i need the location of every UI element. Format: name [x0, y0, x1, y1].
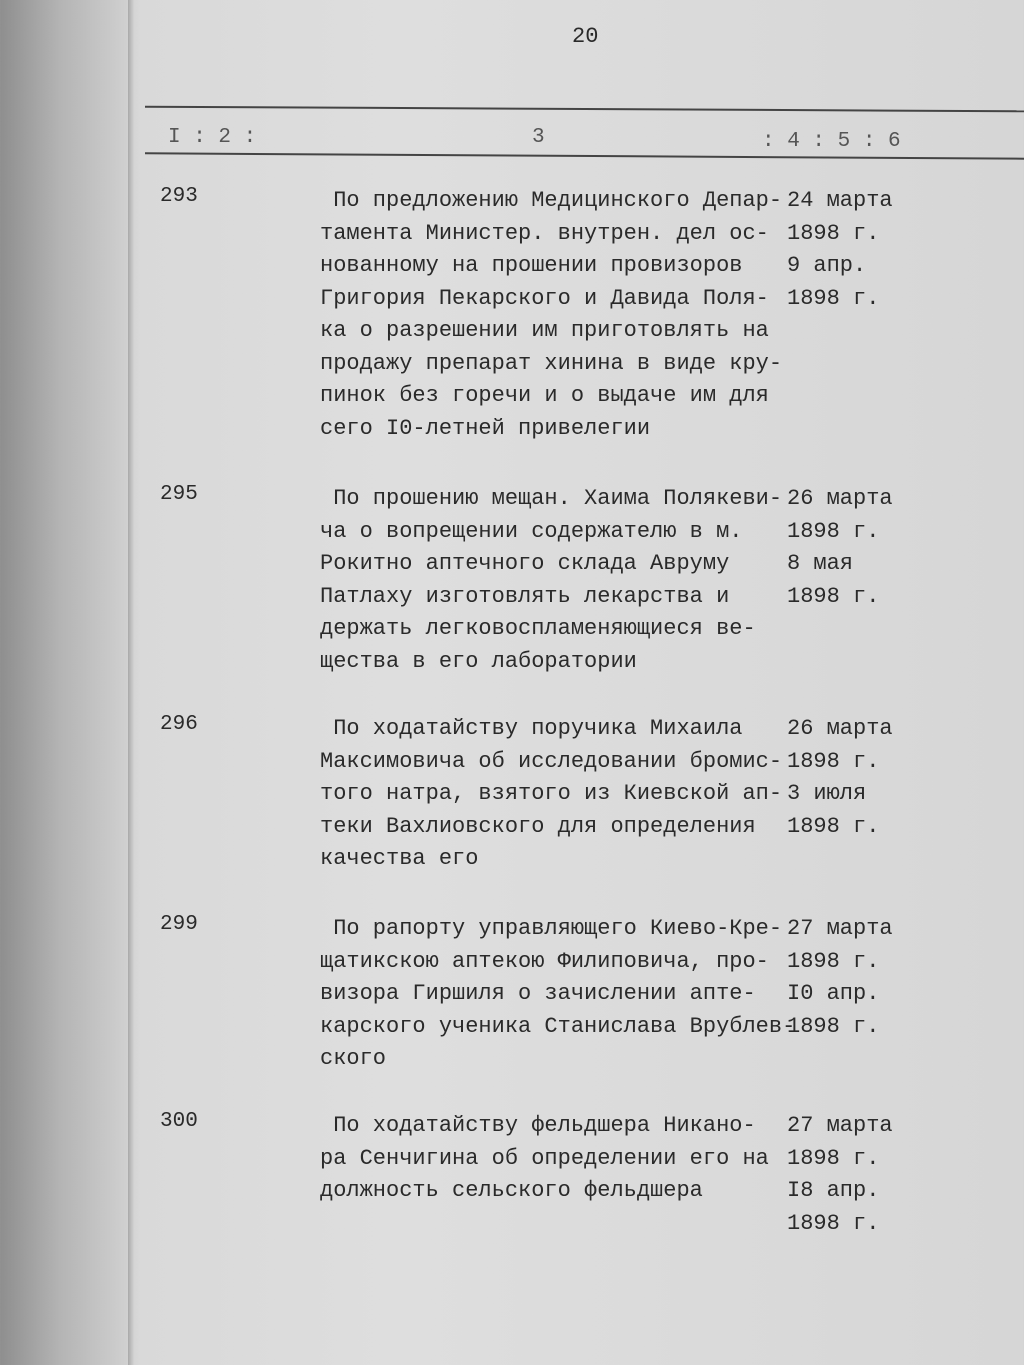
entry-text-line: По предложению Медицинского Депар- — [320, 188, 783, 213]
entry-date: 26 марта — [787, 486, 893, 511]
entry-date: 9 апр. — [787, 253, 867, 278]
entry-text-line: продажу препарат хинина в виде кру- — [320, 350, 783, 376]
entry-date: 27 марта — [787, 1113, 893, 1138]
entry-date: 1898 г. — [787, 748, 880, 774]
entry-text-line: того натра, взятого из Киевской ап- — [320, 781, 783, 806]
entry-date: 1898 г. — [787, 813, 880, 839]
entry-text-line: Рокитно аптечного склада Авруму — [320, 551, 730, 576]
entry-date: 26 марта — [787, 716, 893, 741]
entry-text-line: щатикскою аптекою Филиповича, про- — [320, 948, 769, 974]
header-columns-4-6: : 4 : 5 : 6 — [762, 130, 901, 153]
entry-date: 1898 г. — [787, 1210, 880, 1236]
entry-date: 1898 г. — [787, 1013, 880, 1039]
entry-text-line: карского ученика Станислава Врублев- — [320, 1013, 796, 1039]
entry-text-line: должность сельского фельдшера — [320, 1178, 703, 1203]
entry-text-line: Григория Пекарского и Давида Поля- — [320, 285, 769, 311]
entry-text-line: качества его — [320, 846, 479, 871]
entry-text-line: нованному на прошении провизоров — [320, 253, 743, 278]
entry-date: 1898 г. — [787, 583, 880, 609]
entry-date: 3 июля — [787, 781, 867, 806]
entry-text-line: держать легковоспламеняющиеся ве- — [320, 616, 756, 641]
entry-text-line: теки Вахлиовского для определения — [320, 813, 756, 839]
header-columns-1-2: I : 2 : — [168, 126, 257, 149]
page-number: 20 — [572, 24, 599, 49]
entry-date: 24 марта — [787, 188, 893, 213]
header-rule-top — [145, 106, 1024, 113]
entry-text-line: сего I0-летней привелегии — [320, 415, 651, 441]
entry-date: 1898 г. — [787, 518, 880, 544]
entry-text-line: пинок без горечи и о выдаче им для — [320, 383, 769, 408]
entry-number: 299 — [160, 913, 198, 936]
entry-date: 1898 г. — [787, 1145, 880, 1171]
entry-number: 300 — [160, 1110, 198, 1133]
header-rule-bottom — [145, 152, 1024, 159]
entry-text-line: визора Гиршиля о зачислении апте- — [320, 981, 756, 1006]
entry-text-line: тамента Министер. внутрен. дел ос- — [320, 220, 769, 246]
entry-text-line: По прошению мещан. Хаима Полякеви- — [320, 486, 783, 511]
header-column-3: 3 — [532, 126, 545, 149]
entry-date: 1898 г. — [787, 948, 880, 974]
entry-text-line: ра Сенчигина об определении его на — [320, 1145, 769, 1171]
entry-date: 8 мая — [787, 551, 854, 576]
entry-text-line: По ходатайству поручика Михаила — [320, 716, 743, 741]
entry-text-line: Максимовича об исследовании бромис- — [320, 748, 783, 774]
entry-date: 27 марта — [787, 916, 893, 941]
page-fold — [128, 0, 134, 1365]
entry-number: 293 — [160, 185, 198, 208]
entry-text-line: ка о разрешении им приготовлять на — [320, 318, 769, 343]
entry-text-line: щества в его лаборатории — [320, 648, 637, 674]
entry-text-line: Патлаху изготовлять лекарства и — [320, 583, 730, 609]
entry-text-line: По рапорту управляющего Киево-Кре- — [320, 916, 783, 941]
entry-number: 295 — [160, 483, 198, 506]
entry-date: I8 апр. — [787, 1178, 880, 1203]
entry-text-line: По ходатайству фельдшера Никано- — [320, 1113, 756, 1138]
entry-date: I0 апр. — [787, 981, 880, 1006]
entry-date: 1898 г. — [787, 285, 880, 311]
entry-text-line: ча о вопрещении содержателю в м. — [320, 518, 743, 544]
entry-date: 1898 г. — [787, 220, 880, 246]
entry-number: 296 — [160, 713, 198, 736]
entry-text-line: ского — [320, 1046, 387, 1071]
